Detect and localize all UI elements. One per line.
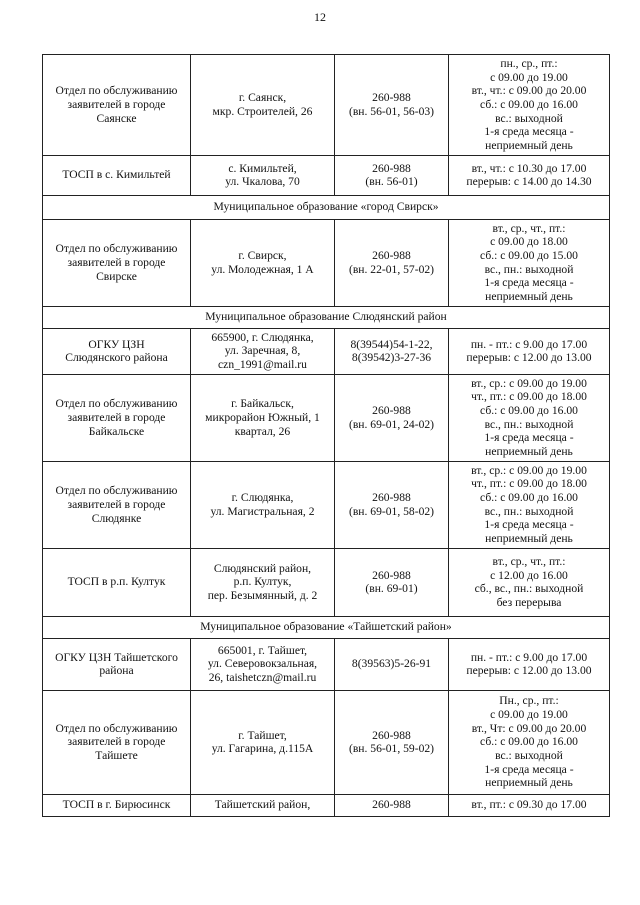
office-phone: 260-988 (вн. 69-01): [335, 548, 449, 616]
office-hours: Пн., ср., пт.: с 09.00 до 19.00 вт., Чт: с 09.00 до 20.00 сб.: с 09.00 до 16.00 вс.: выходной 1-я среда месяца - неприемный день: [449, 690, 610, 794]
office-hours: вт., чт.: с 10.30 до 17.00 перерыв: с 14.00 до 14.30: [449, 155, 610, 195]
office-hours: вт., пт.: с 09.30 до 17.00: [449, 794, 610, 816]
office-name: ОГКУ ЦЗН Тайшетского района: [43, 638, 191, 690]
office-hours: пн. - пт.: с 9.00 до 17.00 перерыв: с 12.00 до 13.00: [449, 638, 610, 690]
office-address: г. Байкальск, микрорайон Южный, 1 квартал, 26: [191, 374, 335, 461]
office-address: г. Тайшет, ул. Гагарина, д.115А: [191, 690, 335, 794]
office-hours: вт., ср.: с 09.00 до 19.00 чт., пт.: с 09.00 до 18.00 сб.: с 09.00 до 16.00 вс., пн.: выходной 1-я среда месяца - неприемный день: [449, 461, 610, 548]
office-phone: 260-988 (вн. 69-01, 24-02): [335, 374, 449, 461]
offices-table-body: [43, 55, 610, 817]
office-hours: пн., ср., пт.: с 09.00 до 19.00 вт., чт.: с 09.00 до 20.00 сб.: с 09.00 до 16.00 вс.: выходной 1-я среда месяца - неприемный день: [449, 55, 610, 156]
table-row: [43, 690, 610, 794]
office-hours: пн. - пт.: с 9.00 до 17.00 перерыв: с 12.00 до 13.00: [449, 328, 610, 374]
table-row: [43, 461, 610, 548]
office-name: ТОСП в с. Кимильтей: [43, 155, 191, 195]
office-address: 665001, г. Тайшет, ул. Северовокзальная, 26, taishetczn@mail.ru: [191, 638, 335, 690]
table-row: [43, 794, 610, 816]
table-row: [43, 638, 610, 690]
page-number: 12: [314, 10, 326, 24]
table-row: [43, 219, 610, 306]
office-address: г. Саянск, мкр. Строителей, 26: [191, 55, 335, 156]
section-row: [43, 306, 610, 328]
office-phone: 260-988: [335, 794, 449, 816]
office-name: ТОСП в р.п. Култук: [43, 548, 191, 616]
office-name: ТОСП в г. Бирюсинск: [43, 794, 191, 816]
office-address: 665900, г. Слюдянка, ул. Заречная, 8, czn_1991@mail.ru: [191, 328, 335, 374]
office-phone: 8(39544)54-1-22, 8(39542)3-27-36: [335, 328, 449, 374]
office-address: г. Слюдянка, ул. Магистральная, 2: [191, 461, 335, 548]
office-address: с. Кимильтей, ул. Чкалова, 70: [191, 155, 335, 195]
office-phone: 8(39563)5-26-91: [335, 638, 449, 690]
office-phone: 260-988 (вн. 56-01): [335, 155, 449, 195]
table-row: [43, 55, 610, 156]
office-hours: вт., ср., чт., пт.: с 12.00 до 16.00 сб., вс., пн.: выходной без перерыва: [449, 548, 610, 616]
table-row: [43, 374, 610, 461]
office-hours: вт., ср., чт., пт.: с 09.00 до 18.00 сб.: с 09.00 до 15.00 вс., пн.: выходной 1-я среда месяца - неприемный день: [449, 219, 610, 306]
office-name: Отдел по обслуживанию заявителей в городе Байкальске: [43, 374, 191, 461]
office-name: Отдел по обслуживанию заявителей в городе Свирске: [43, 219, 191, 306]
office-address: Тайшетский район,: [191, 794, 335, 816]
section-title: Муниципальное образование «город Свирск»: [43, 195, 610, 219]
office-address: г. Свирск, ул. Молодежная, 1 А: [191, 219, 335, 306]
office-name: Отдел по обслуживанию заявителей в городе Тайшете: [43, 690, 191, 794]
office-name: Отдел по обслуживанию заявителей в городе Слюдянке: [43, 461, 191, 548]
table-row: [43, 155, 610, 195]
section-title: Муниципальное образование Слюдянский район: [43, 306, 610, 328]
offices-table: [42, 54, 610, 817]
table-row: [43, 328, 610, 374]
office-name: Отдел по обслуживанию заявителей в городе Саянске: [43, 55, 191, 156]
office-phone: 260-988 (вн. 56-01, 56-03): [335, 55, 449, 156]
section-row: [43, 195, 610, 219]
office-phone: 260-988 (вн. 22-01, 57-02): [335, 219, 449, 306]
section-title: Муниципальное образование «Тайшетский район»: [43, 616, 610, 638]
section-row: [43, 616, 610, 638]
office-name: ОГКУ ЦЗН Слюдянского района: [43, 328, 191, 374]
office-phone: 260-988 (вн. 69-01, 58-02): [335, 461, 449, 548]
office-phone: 260-988 (вн. 56-01, 59-02): [335, 690, 449, 794]
office-hours: вт., ср.: с 09.00 до 19.00 чт., пт.: с 09.00 до 18.00 сб.: с 09.00 до 16.00 вс., пн.: выходной 1-я среда месяца - неприемный день: [449, 374, 610, 461]
office-address: Слюдянский район, р.п. Култук, пер. Безымянный, д. 2: [191, 548, 335, 616]
table-row: [43, 548, 610, 616]
